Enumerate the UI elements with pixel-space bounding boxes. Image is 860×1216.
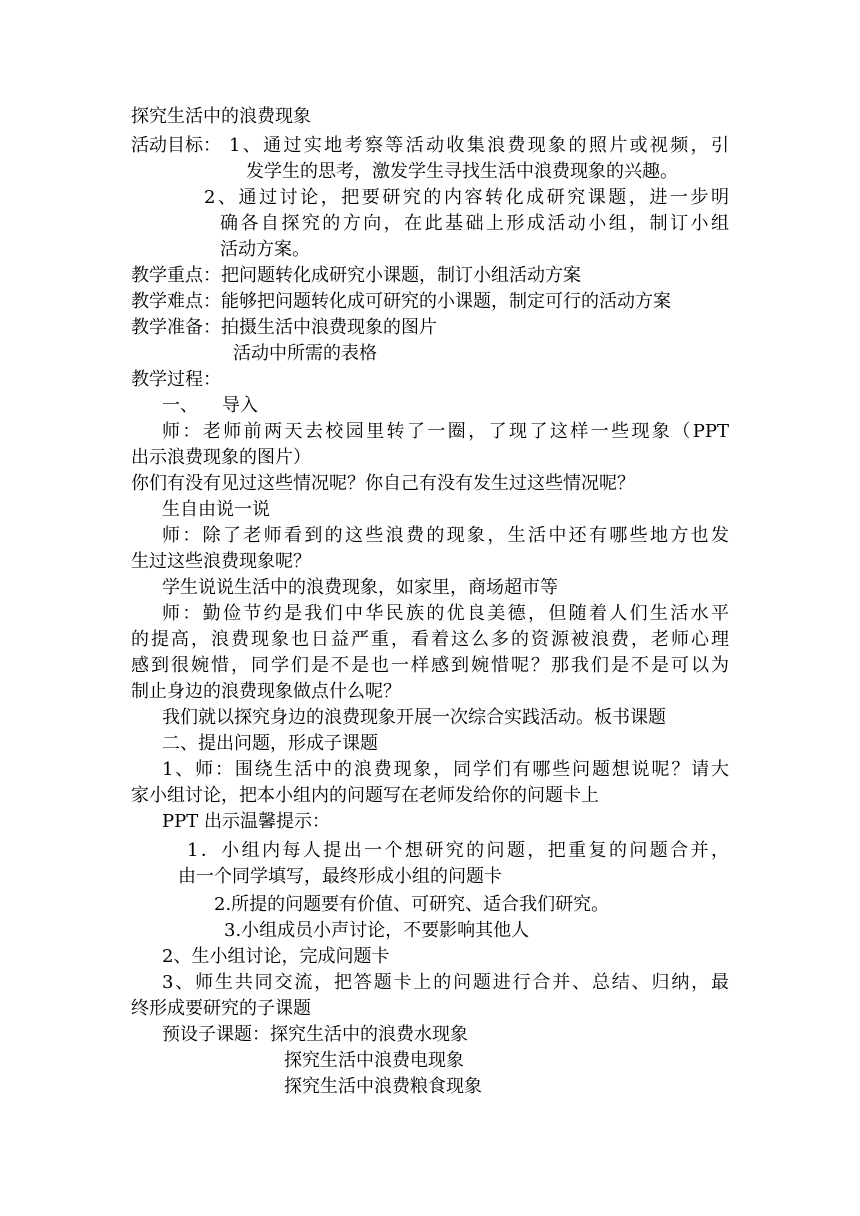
- para4-line2: 生过这些浪费现象呢？: [131, 551, 311, 572]
- preset-topic-1: 探究生活中的浪费水现象: [270, 1024, 468, 1045]
- process-heading: 教学过程：: [131, 369, 221, 390]
- para1-line1: 师：老师前两天去校园里转了一圈，了现了这样一些现象（PPT: [162, 421, 729, 442]
- para2: 你们有没有见过这些情况呢？你自己有没有发生过这些情况呢？: [131, 473, 635, 494]
- goal1-line1: 1、通过实地考察等活动收集浪费现象的照片或视频，引: [229, 135, 729, 156]
- para5: 学生说说生活中的浪费现象，如家里，商场超市等: [162, 577, 558, 598]
- doc-title: 探究生活中的浪费现象: [131, 106, 311, 127]
- tip3: 3.小组成员小声讨论，不要影响其他人: [224, 920, 530, 941]
- key-point: 教学重点：把问题转化成研究小课题，制订小组活动方案: [131, 265, 581, 286]
- difficulty: 教学难点：能够把问题转化成可研究的小课题，制定可行的活动方案: [131, 291, 671, 312]
- para6-line1: 师：勤俭节约是我们中华民族的优良美德，但随着人们生活水平: [162, 603, 729, 624]
- para6-line4: 制止身边的浪费现象做点什么呢？: [131, 681, 401, 702]
- step1-line2: 家小组讨论，把本小组内的问题写在老师发给你的问题卡上: [131, 785, 599, 806]
- goal1-line2: 发学生的思考，激发学生寻找生活中浪费现象的兴趣。: [246, 161, 678, 182]
- tip1-line1: 1．小组内每人提出一个想研究的问题，把重复的问题合并，: [187, 840, 729, 861]
- section1-title: 导入: [222, 395, 258, 416]
- preset-topic-3: 探究生活中浪费粮食现象: [284, 1076, 482, 1097]
- preparation-line1: 教学准备：拍摄生活中浪费现象的图片: [131, 317, 437, 338]
- section2-heading: 二、提出问题，形成子课题: [162, 733, 378, 754]
- para6-line2: 的提高，浪费现象也日益严重，看着这么多的资源被浪费，老师心理: [131, 629, 729, 650]
- step3-line1: 3、师生共同交流，把答题卡上的问题进行合并、总结、归纳，最: [162, 972, 729, 993]
- tip2: 2.所提的问题要有价值、可研究、适合我们研究。: [214, 894, 610, 915]
- tip1-line2: 由一个同学填写，最终形成小组的问题卡: [178, 866, 502, 887]
- goal2-line1: 2、通过讨论，把要研究的内容转化成研究课题，进一步明: [204, 187, 729, 208]
- para1-line2: 出示浪费现象的图片）: [131, 447, 311, 468]
- step1-line1: 1、师：围绕生活中的浪费现象，同学们有哪些问题想说呢？请大: [162, 759, 729, 780]
- preparation-line2: 活动中所需的表格: [233, 343, 377, 364]
- goals-label: 活动目标：: [131, 135, 221, 156]
- para4-line1: 师：除了老师看到的这些浪费的现象，生活中还有哪些地方也发: [162, 525, 729, 546]
- para7: 我们就以探究身边的浪费现象开展一次综合实践活动。板书课题: [162, 707, 666, 728]
- preset-topic-2: 探究生活中浪费电现象: [284, 1050, 464, 1071]
- ppt-tip-heading: PPT 出示温馨提示：: [162, 811, 330, 832]
- preset-topics-label: 预设子课题：: [162, 1024, 270, 1045]
- para6-line3: 感到很婉惜，同学们是不是也一样感到婉惜呢？那我们是不是可以为: [131, 655, 729, 676]
- step3-line2: 终形成要研究的子课题: [131, 998, 311, 1019]
- step2: 2、生小组讨论，完成问题卡: [162, 946, 390, 967]
- section1-number: 一、: [162, 395, 198, 416]
- para3: 生自由说一说: [162, 499, 270, 520]
- goal2-line2: 确各自探究的方向，在此基础上形成活动小组，制订小组: [220, 213, 729, 234]
- goal2-line3: 活动方案。: [220, 239, 310, 260]
